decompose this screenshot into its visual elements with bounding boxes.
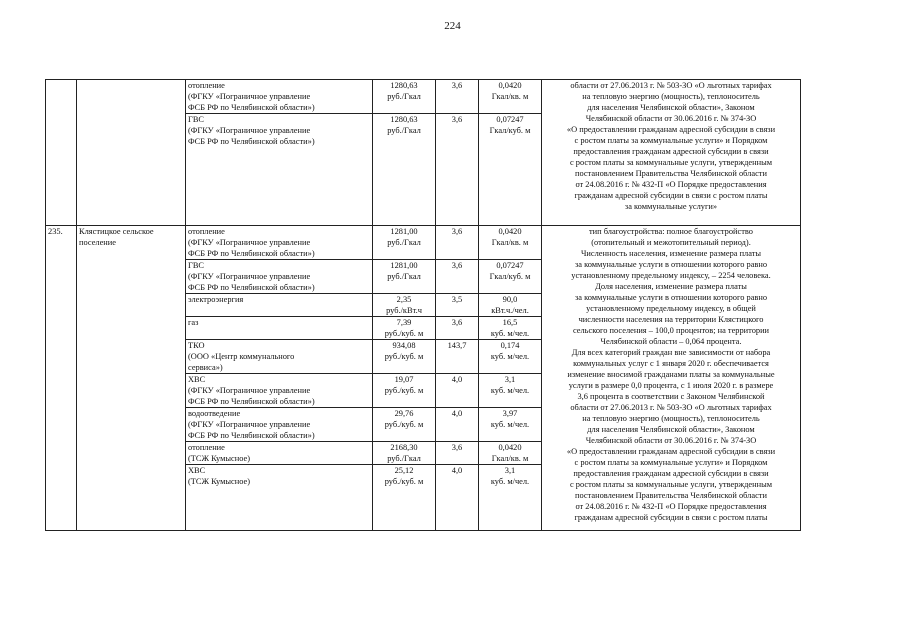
row-number-cell xyxy=(46,80,77,226)
volume-value: 3,1 xyxy=(504,375,516,384)
volume-value: 0,07247 xyxy=(496,115,524,124)
percent-cell: 3,6 xyxy=(436,80,479,114)
volume-cell xyxy=(479,114,542,226)
tariff-cell xyxy=(373,442,436,465)
volume-unit: Гкал/кв. м xyxy=(491,238,529,247)
tariff-value: 19,07 xyxy=(394,375,414,384)
percent-cell: 3,6 xyxy=(436,260,479,294)
tariff-unit: руб./Гкал xyxy=(387,454,421,463)
service-name-cell: газ xyxy=(186,317,373,340)
note-cell: тип благоустройства: полное благоустройство (отопительный и межотопительный период). Численность населения, изменение размера платы за коммунальные услуги в отношении которого равно установленному предельному индексу, – 2254 человека. Доля населения, изменение размера платы за коммунальные услуги в отношении которого равно установленному предельному индексу, в общей численности населения на территории Клястицкого сельского поселения – 100,0 процентов; на территории Челябинской области – 0,064 процента. Для всех категорий граждан вне зависимости от набора коммунальных услуг с 1 января 2020 г. обеспечивается изменение вносимой гражданами платы за коммунальные услуги в размере 0,0 процента, с 1 июля 2020 г. в размере 3,6 процента в соответствии с Законом Челябинской области от 27.06.2013 г. № 503-ЗО «О льготных тарифах на тепловую энергию (мощность), теплоноситель для населения Челябинской области», Законом Челябинской области от 30.06.2016 г. № 374-ЗО «О предоставлении гражданам адресной субсидии в связи с ростом платы за коммунальные услуги» и Порядком предоставления гражданам адресной субсидии в связи с ростом платы за коммунальные услуги, утвержденным постановлением Правительства Челябинской области от 24.08.2016 г. № 432-П «О Порядке предоставления гражданам адресной субсидии в связи с ростом платы xyxy=(542,226,801,531)
tariff-value: 2168,30 xyxy=(390,443,418,452)
percent-cell: 4,0 xyxy=(436,465,479,531)
percent-cell: 3,6 xyxy=(436,317,479,340)
volume-value: 3,1 xyxy=(504,466,516,475)
volume-cell xyxy=(479,317,542,340)
tariff-unit: руб./Гкал xyxy=(387,238,421,247)
volume-unit: куб. м/чел. xyxy=(490,420,530,429)
tariff-cell xyxy=(373,260,436,294)
service-name-cell: ГВС (ФГКУ «Пограничное управление ФСБ РФ по Челябинской области») xyxy=(186,260,373,294)
volume-value: 0,07247 xyxy=(496,261,524,270)
volume-cell xyxy=(479,80,542,114)
service-name-cell: отопление (ФГКУ «Пограничное управление ФСБ РФ по Челябинской области») xyxy=(186,226,373,260)
percent-cell: 4,0 xyxy=(436,408,479,442)
volume-value: 0,0420 xyxy=(498,227,522,236)
volume-unit: Гкал/куб. м xyxy=(489,272,531,281)
percent-cell: 3,6 xyxy=(436,226,479,260)
volume-unit: Гкал/кв. м xyxy=(491,92,529,101)
table-row xyxy=(46,80,801,114)
tariff-value: 2,35 xyxy=(396,295,412,304)
service-name-cell: ХВС (ТСЖ Кумысное) xyxy=(186,465,373,531)
tariff-value: 934,08 xyxy=(392,341,416,350)
volume-cell xyxy=(479,260,542,294)
tariff-unit: руб./Гкал xyxy=(387,272,421,281)
tariff-cell xyxy=(373,374,436,408)
tariff-table xyxy=(45,79,801,531)
volume-cell xyxy=(479,340,542,374)
volume-unit: куб. м/чел. xyxy=(490,352,530,361)
tariff-unit: руб./куб. м xyxy=(384,420,424,429)
tariff-value: 1280,63 xyxy=(390,81,418,90)
tariff-cell xyxy=(373,465,436,531)
tariff-unit: руб./куб. м xyxy=(384,352,424,361)
service-name-cell: ГВС (ФГКУ «Пограничное управление ФСБ РФ по Челябинской области») xyxy=(186,114,373,226)
tariff-value: 29,76 xyxy=(394,409,414,418)
volume-value: 90,0 xyxy=(502,295,518,304)
tariff-unit: руб./Гкал xyxy=(387,92,421,101)
volume-cell xyxy=(479,226,542,260)
volume-cell xyxy=(479,465,542,531)
tariff-cell xyxy=(373,226,436,260)
percent-cell: 3,6 xyxy=(436,442,479,465)
volume-value: 0,0420 xyxy=(498,81,522,90)
tariff-value: 7,39 xyxy=(396,318,412,327)
volume-cell xyxy=(479,442,542,465)
volume-unit: куб. м/чел. xyxy=(490,477,530,486)
tariff-value: 1281,00 xyxy=(390,261,418,270)
volume-cell xyxy=(479,408,542,442)
percent-cell: 3,5 xyxy=(436,294,479,317)
note-cell: области от 27.06.2013 г. № 503-ЗО «О льготных тарифах на тепловую энергию (мощность), теплоноситель для населения Челябинской области», Законом Челябинской области от 30.06.2016 г. № 374-ЗО «О предоставлении гражданам адресной субсидии в связи с ростом платы за коммунальные услуги» и Порядком предоставления гражданам адресной субсидии в связи с ростом платы за коммунальные услуги, утвержденным постановлением Правительства Челябинской области от 24.08.2016 г. № 432-П «О Порядке предоставления гражданам адресной субсидии в связи с ростом платы за коммунальные услуги» xyxy=(542,80,801,226)
volume-cell xyxy=(479,374,542,408)
percent-cell: 143,7 xyxy=(436,340,479,374)
page-number: 224 xyxy=(444,20,461,32)
tariff-value: 1281,00 xyxy=(390,227,418,236)
percent-cell: 4,0 xyxy=(436,374,479,408)
tariff-value: 25,12 xyxy=(394,466,414,475)
municipality-cell xyxy=(77,80,186,226)
tariff-cell xyxy=(373,408,436,442)
service-name-cell: электроэнергия xyxy=(186,294,373,317)
row-number-cell: 235. xyxy=(46,226,77,531)
tariff-unit: руб./Гкал xyxy=(387,126,421,135)
tariff-cell xyxy=(373,80,436,114)
tariff-value: 1280,63 xyxy=(390,115,418,124)
service-name-cell: водоотведение (ФГКУ «Пограничное управление ФСБ РФ по Челябинской области») xyxy=(186,408,373,442)
volume-value: 16,5 xyxy=(502,318,518,327)
tariff-cell xyxy=(373,114,436,226)
percent-cell: 3,6 xyxy=(436,114,479,226)
tariff-cell xyxy=(373,317,436,340)
table-row xyxy=(46,226,801,260)
tariff-cell xyxy=(373,340,436,374)
volume-unit: Гкал/куб. м xyxy=(489,126,531,135)
volume-unit: Гкал/кв. м xyxy=(491,454,529,463)
service-name-cell: ХВС (ФГКУ «Пограничное управление ФСБ РФ по Челябинской области») xyxy=(186,374,373,408)
volume-unit: куб. м/чел. xyxy=(490,386,530,395)
tariff-unit: руб./куб. м xyxy=(384,477,424,486)
tariff-unit: руб./кВт.ч xyxy=(386,306,422,315)
volume-value: 3,97 xyxy=(502,409,518,418)
municipality-cell: Клястицкое сельское поселение xyxy=(77,226,186,531)
tariff-unit: руб./куб. м xyxy=(384,386,424,395)
tariff-unit: руб./куб. м xyxy=(384,329,424,338)
service-name-cell: ТКО (ООО «Центр коммунального сервиса») xyxy=(186,340,373,374)
tariff-cell xyxy=(373,294,436,317)
volume-unit: куб. м/чел. xyxy=(490,329,530,338)
service-name-cell: отопление (ФГКУ «Пограничное управление ФСБ РФ по Челябинской области») xyxy=(186,80,373,114)
service-name-cell: отопление (ТСЖ Кумысное) xyxy=(186,442,373,465)
volume-unit: кВт.ч./чел. xyxy=(491,306,529,315)
volume-value: 0,0420 xyxy=(498,443,522,452)
volume-cell xyxy=(479,294,542,317)
volume-value: 0,174 xyxy=(500,341,520,350)
